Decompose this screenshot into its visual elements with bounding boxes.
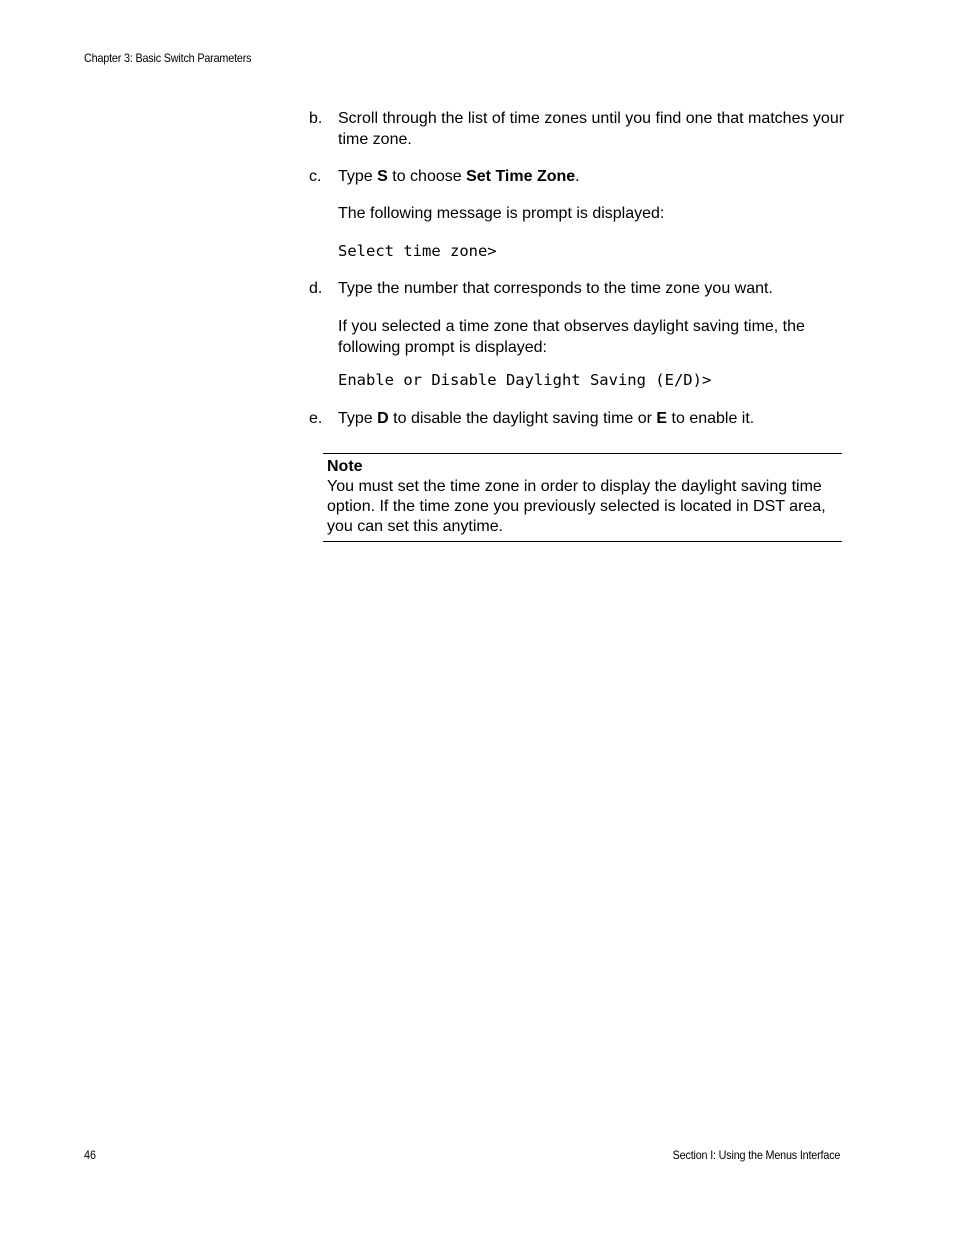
step-text: Type the number that corresponds to the time zone you want. — [338, 280, 773, 297]
step-d — [309, 278, 849, 299]
key-e: E — [656, 410, 668, 427]
step-e — [309, 408, 849, 429]
procedure-steps — [309, 108, 849, 429]
step-b — [309, 108, 849, 150]
note-box — [323, 453, 842, 542]
step-text-post: to enable it. — [667, 410, 755, 427]
step-letter: d. — [309, 280, 323, 297]
daylight-saving-prompt: Enable or Disable Daylight Saving (E/D)> — [338, 371, 712, 389]
step-letter: e. — [309, 410, 323, 427]
key-s: S — [377, 168, 388, 185]
step-text-mid: to choose — [387, 168, 467, 185]
step-text-post: . — [575, 168, 580, 185]
running-footer: Section I: Using the Menus Interface — [672, 1148, 840, 1162]
step-letter: c. — [309, 168, 322, 185]
step-text-mid: to disable the daylight saving time or — [388, 410, 657, 427]
running-header: Chapter 3: Basic Switch Parameters — [84, 51, 252, 65]
step-text-pre: Type — [338, 168, 378, 185]
note-title: Note — [327, 458, 363, 475]
step-text: Scroll through the list of time zones until you find one that matches your time zone. — [338, 110, 845, 148]
step-letter: b. — [309, 110, 323, 127]
key-d: D — [377, 410, 389, 427]
step-c — [309, 166, 849, 187]
step-text-pre: Type — [338, 410, 378, 427]
note-text: You must set the time zone in order to display the daylight saving time option. If the time zone you previously selected is located in DST area, you can set this anytime. — [327, 478, 826, 535]
select-time-zone-prompt: Select time zone> — [338, 242, 497, 260]
page-number: 46 — [84, 1148, 97, 1162]
option-set-time-zone: Set Time Zone — [466, 168, 576, 185]
step-c-info: The following message is prompt is displayed: — [338, 205, 665, 222]
step-d-info: If you selected a time zone that observes daylight saving time, the following prompt is displayed: — [338, 318, 805, 356]
